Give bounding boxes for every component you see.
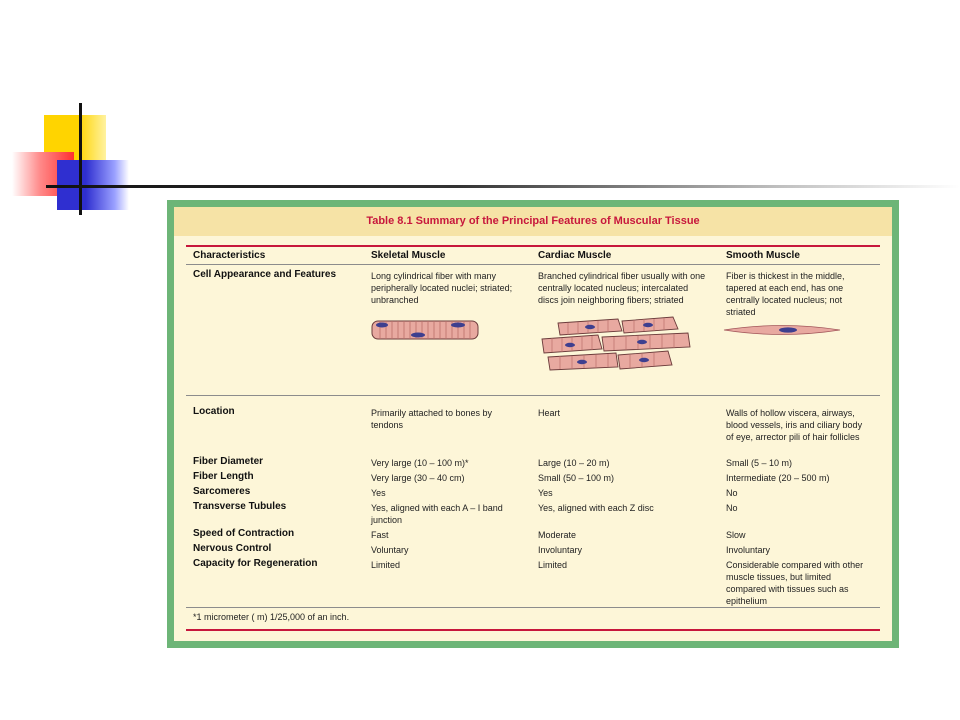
cell-cardiac-sarcomeres: Yes — [538, 488, 553, 498]
cell-smooth-location: Walls of hollow viscera, airways, blood vessels, iris and ciliary body of eye, arrector pili of hair follicles — [726, 408, 863, 442]
cell-skeletal-fiber-length: Very large (30 – 40 cm) — [371, 473, 465, 483]
row-label-fiber-length: Fiber Length — [193, 471, 254, 482]
cell-cardiac-appearance: Branched cylindrical fiber usually with one centrally located nucleus; intercalated discs join neighboring fibers; striated — [538, 271, 706, 305]
table-title: Table 8.1 Summary of the Principal Features of Muscular Tissue — [174, 207, 892, 236]
cell-skeletal-nervous-control: Voluntary — [371, 545, 409, 555]
cell-smooth-fiber-diameter: Small (5 – 10 m) — [726, 458, 793, 468]
footnote-rule — [186, 607, 880, 608]
smooth-muscle-fiber-illustration — [722, 323, 842, 337]
cell-smooth-transverse-tubules: No — [726, 503, 738, 513]
cell-skeletal-location: Primarily attached to bones by tendons — [371, 408, 493, 430]
cell-skeletal-sarcomeres: Yes — [371, 488, 386, 498]
cardiac-muscle-fibers-illustration — [538, 315, 693, 373]
decor-vertical-line — [79, 103, 82, 215]
table-frame — [167, 200, 899, 648]
cell-skeletal-speed: Fast — [371, 530, 389, 540]
cell-skeletal-regeneration: Limited — [371, 560, 401, 570]
cell-smooth-nervous-control: Involuntary — [726, 545, 771, 555]
cell-skeletal-transverse-tubules: Yes, aligned with each A – I band junction — [371, 503, 503, 525]
row-label-location: Location — [193, 406, 235, 417]
header-cardiac: Cardiac Muscle — [538, 250, 612, 261]
cell-skeletal-fiber-diameter: Very large (10 – 100 m)* — [371, 458, 469, 468]
cell-smooth-fiber-length: Intermediate (20 – 500 m) — [726, 473, 830, 483]
row-rule-appearance — [186, 395, 880, 396]
row-label-transverse-tubules: Transverse Tubules — [193, 501, 287, 512]
cell-cardiac-speed: Moderate — [538, 530, 577, 540]
cell-smooth-speed: Slow — [726, 530, 746, 540]
cell-smooth-regeneration: Considerable compared with other muscle tissues, but limited compared with tissues such as epithelium — [726, 560, 864, 606]
cell-cardiac-regeneration: Limited — [538, 560, 568, 570]
cell-skeletal-appearance: Long cylindrical fiber with many peripherally located nuclei; striated; unbranched — [371, 271, 513, 305]
table-footnote: *1 micrometer ( m) 1/25,000 of an inch. — [193, 612, 350, 622]
cell-cardiac-transverse-tubules: Yes, aligned with each Z disc — [538, 503, 654, 513]
cell-cardiac-nervous-control: Involuntary — [538, 545, 583, 555]
cell-cardiac-fiber-length: Small (50 – 100 m) — [538, 473, 615, 483]
header-rule — [186, 245, 880, 247]
skeletal-muscle-fiber-illustration — [370, 318, 482, 342]
table-paper — [174, 207, 892, 641]
cell-smooth-sarcomeres: No — [726, 488, 738, 498]
row-label-capacity-for-regeneration: Capacity for Regeneration — [193, 558, 318, 569]
header-characteristics: Characteristics — [193, 250, 266, 261]
row-label-nervous-control: Nervous Control — [193, 543, 272, 554]
row-label-appearance: Cell Appearance and Features — [193, 269, 337, 280]
cell-cardiac-location: Heart — [538, 408, 561, 418]
bottom-rule — [186, 629, 880, 631]
header-under-rule — [186, 264, 880, 265]
cell-cardiac-fiber-diameter: Large (10 – 20 m) — [538, 458, 610, 468]
header-smooth: Smooth Muscle — [726, 250, 800, 261]
cell-smooth-appearance: Fiber is thickest in the middle, tapered at each end, has one centrally located nucleus; not striated — [726, 271, 845, 317]
row-label-fiber-diameter: Fiber Diameter — [193, 456, 264, 467]
row-label-sarcomeres: Sarcomeres — [193, 486, 251, 497]
row-label-speed-of-contraction: Speed of Contraction — [193, 528, 295, 539]
header-skeletal: Skeletal Muscle — [371, 250, 446, 261]
decor-horizontal-line — [46, 185, 960, 188]
